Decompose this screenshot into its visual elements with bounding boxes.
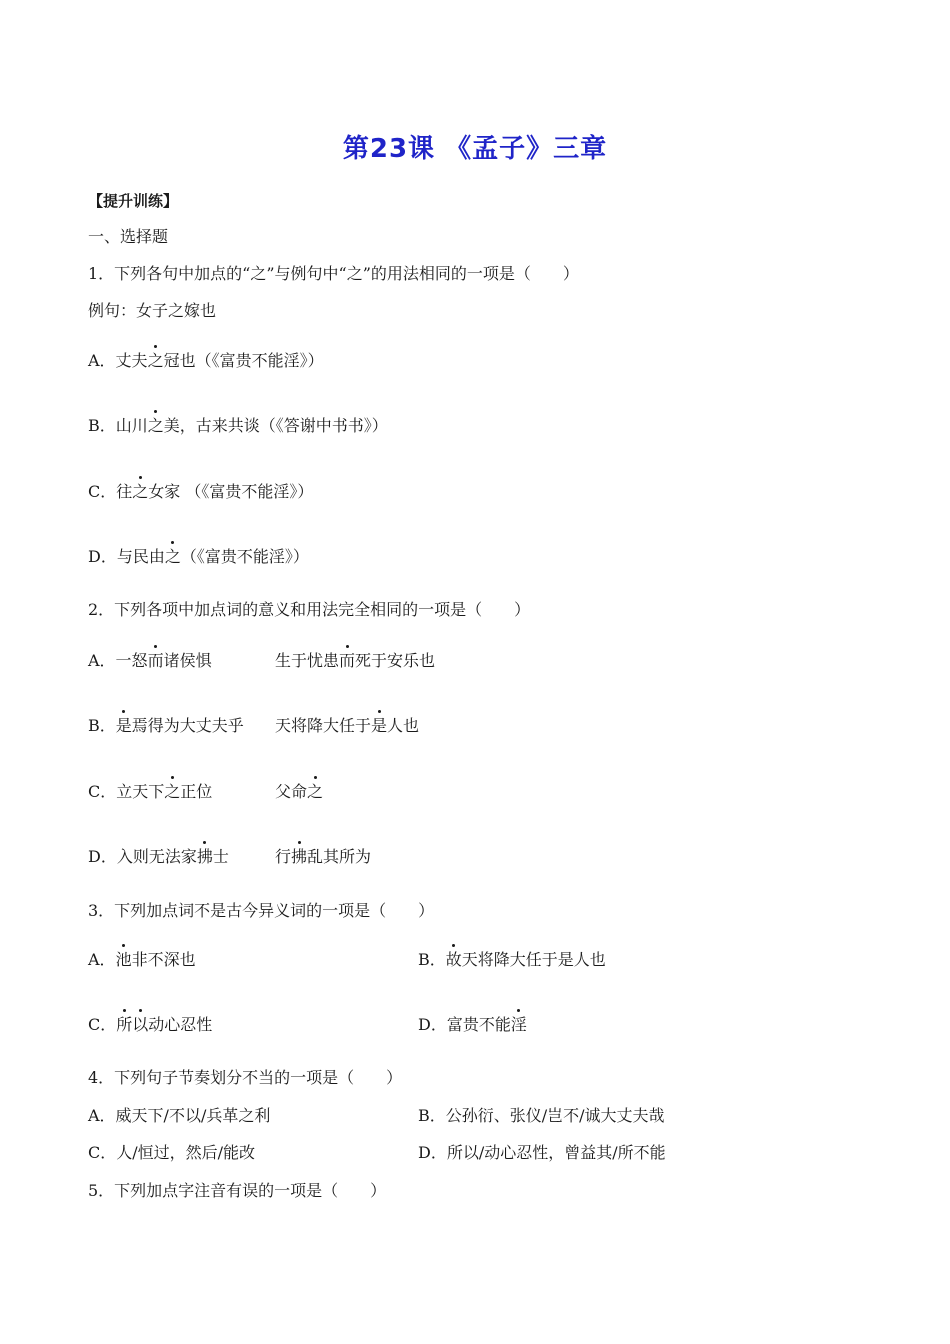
dotted-char: 而 [147,651,164,670]
q2-option-d-right: 行拂乱其所为 [275,847,372,866]
q1-option-b: B．山川之美，古来共谈（《答谢中书书》） [88,416,388,435]
dotted-char: 拂 [291,847,308,866]
q3-option-b: B．故天将降大任于是人也 [418,950,606,969]
q1-option-d: D．与民由之（《富贵不能淫》） [88,547,309,566]
part-heading: 一、选择题 [88,227,169,246]
dotted-char: 淫 [510,1015,527,1034]
dotted-char: 之 [164,782,181,801]
q4-option-b: B．公孙衍、张仪/岂不/诚大丈夫哉 [418,1106,665,1125]
q3-option-d: D．富贵不能淫 [418,1015,527,1034]
dotted-char: 之 [147,351,164,370]
dotted-char: 所 [116,1015,133,1034]
q1-option-a: A．丈夫之冠也（《富贵不能淫》） [88,351,324,370]
dotted-char: 拂 [196,847,213,866]
section-heading: 【提升训练】 [88,192,179,210]
q1-example: 例句：女子之嫁也 [88,301,217,320]
q4-option-d: D．所以/动心忍性，曾益其/所不能 [418,1143,666,1162]
q4-option-c: C．人/恒过，然后/能改 [88,1143,256,1162]
q4-option-a: A．威天下/不以/兵革之利 [88,1106,271,1125]
dotted-char: 之 [147,416,164,435]
q2-option-a-right: 生于忧患而死于安乐也 [275,651,436,670]
q2-option-b-left: B．是焉得为大丈夫乎 [88,716,244,735]
dotted-char: 之 [307,782,324,801]
dotted-char: 故 [445,950,462,969]
q4-stem: 4．下列句子节奏划分不当的一项是（ ） [88,1068,403,1087]
dotted-char: 而 [339,651,356,670]
dotted-char: 是 [115,716,132,735]
q2-option-c-right: 父命之 [275,782,324,801]
dotted-char: 以 [132,1015,149,1034]
q2-option-b-right: 天将降大任于是人也 [275,716,420,735]
q3-option-a: A．池非不深也 [88,950,196,969]
dotted-char: 之 [164,547,181,566]
q2-option-c-left: C．立天下之正位 [88,782,213,801]
dotted-char: 之 [132,482,149,501]
q1-option-c: C．往之女家 （《富贵不能淫》） [88,482,314,501]
page-title: 第23课 《孟子》三章 [342,134,608,164]
q3-stem: 3．下列加点词不是古今异义词的一项是（ ） [88,901,435,920]
q5-stem: 5．下列加点字注音有误的一项是（ ） [88,1181,387,1200]
q1-stem: 1．下列各句中加点的“之”与例句中“之”的用法相同的一项是（ ） [88,264,579,283]
q2-stem: 2．下列各项中加点词的意义和用法完全相同的一项是（ ） [88,600,531,619]
q3-option-c: C．所以动心忍性 [88,1015,213,1034]
dotted-char: 池 [115,950,132,969]
q2-option-d-left: D．入则无法家拂士 [88,847,229,866]
dotted-char: 是 [371,716,388,735]
q2-option-a-left: A．一怒而诸侯惧 [88,651,212,670]
